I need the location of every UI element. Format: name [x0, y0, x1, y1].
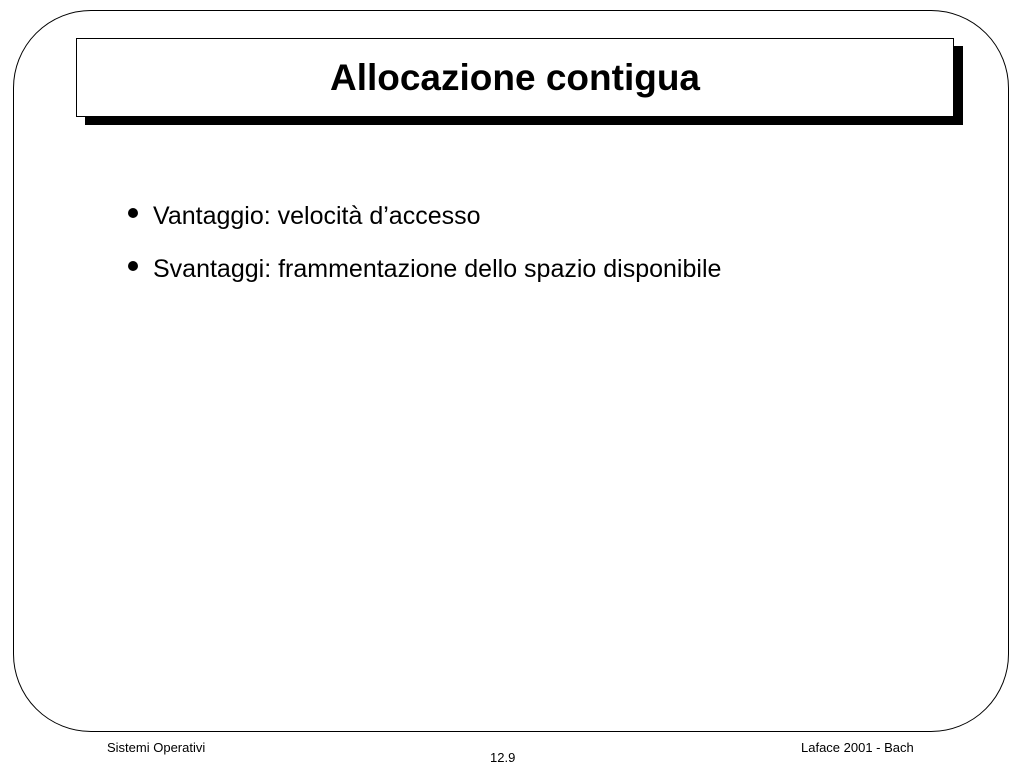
- bullet-icon: [128, 261, 138, 271]
- slide-title: Allocazione contigua: [329, 56, 701, 98]
- footer-author: Laface 2001 - Bach: [801, 740, 914, 755]
- footer-page-number: 12.9: [490, 750, 516, 765]
- bullet-item: [128, 249, 721, 289]
- bullet-icon: [128, 208, 138, 218]
- footer-course-name: Sistemi Operativi: [107, 740, 206, 755]
- bullet-text: Vantaggio: velocità d’accesso: [153, 201, 481, 230]
- title-box: [76, 38, 954, 117]
- bullet-text: Svantaggi: frammentazione dello spazio disponibile: [153, 254, 722, 283]
- bullet-item: [128, 196, 721, 236]
- bullet-list: [128, 196, 721, 302]
